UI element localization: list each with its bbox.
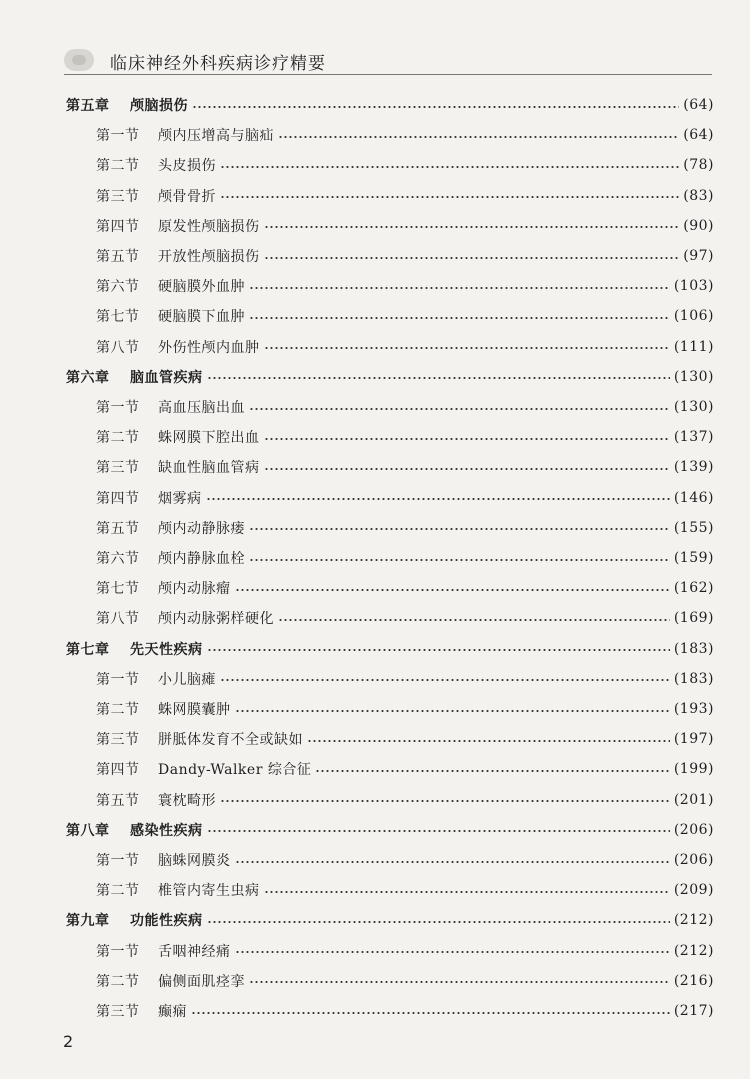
toc-leader-dots xyxy=(220,195,679,199)
toc-leader-dots xyxy=(235,588,670,592)
toc-entry-number: 第六节 xyxy=(96,551,140,567)
toc-entry-title: 蛛网膜囊肿 xyxy=(158,702,231,718)
toc-entry-number: 第四节 xyxy=(96,762,140,779)
toc-entry-title: 烟雾病 xyxy=(158,490,202,507)
toc-entry-number: 第一节 xyxy=(96,671,140,688)
toc-leader-dots xyxy=(264,346,670,350)
toc-entry-title: 胼胝体发育不全或缺如 xyxy=(158,732,303,749)
header-badge-icon xyxy=(64,49,94,71)
toc-section-entry[interactable] xyxy=(0,754,750,784)
toc-entry-number: 第一节 xyxy=(96,853,140,869)
toc-entry-title: 癫痫 xyxy=(158,1004,187,1020)
toc-entry-number: 第六章 xyxy=(66,369,110,386)
toc-section-entry[interactable] xyxy=(0,452,750,482)
toc-entry-number: 第四节 xyxy=(96,490,140,507)
toc-entry-page: (90) xyxy=(683,217,714,234)
toc-entry-number: 第三节 xyxy=(96,1004,140,1020)
toc-leader-dots xyxy=(249,558,670,562)
toc-section-entry[interactable] xyxy=(0,664,750,694)
toc-entry-page: (206) xyxy=(673,852,714,868)
toc-section-entry[interactable] xyxy=(0,603,750,633)
toc-section-entry[interactable] xyxy=(0,301,750,331)
toc-entry-title: 高血压脑出血 xyxy=(158,400,245,416)
toc-entry-number: 第一节 xyxy=(96,400,140,416)
toc-entry-title: 颅内动静脉瘘 xyxy=(158,520,245,537)
toc-entry-title: 功能性疾病 xyxy=(130,913,203,930)
toc-entry-title: 寰枕畸形 xyxy=(158,792,216,809)
toc-entry-title: 外伤性颅内血肿 xyxy=(158,339,260,356)
toc-section-entry[interactable] xyxy=(0,724,750,754)
toc-entry-number: 第二节 xyxy=(96,702,140,718)
toc-entry-page: (159) xyxy=(673,550,714,566)
toc-section-entry[interactable] xyxy=(0,573,750,603)
toc-leader-dots xyxy=(249,286,670,290)
toc-entry-page: (212) xyxy=(673,912,714,929)
toc-entry-title: 颅脑损伤 xyxy=(130,98,188,114)
toc-entry-number: 第一节 xyxy=(96,128,140,145)
toc-entry-page: (169) xyxy=(673,610,714,627)
toc-entry-number: 第八章 xyxy=(66,822,110,839)
toc-leader-dots xyxy=(220,799,670,803)
toc-chapter-entry[interactable] xyxy=(0,90,750,120)
toc-entry-number: 第八节 xyxy=(96,339,140,356)
toc-section-entry[interactable] xyxy=(0,785,750,815)
toc-leader-dots xyxy=(264,437,670,441)
toc-leader-dots xyxy=(264,890,670,894)
toc-section-entry[interactable] xyxy=(0,422,750,452)
toc-entry-number: 第二节 xyxy=(96,430,140,447)
toc-section-entry[interactable] xyxy=(0,483,750,513)
toc-chapter-entry[interactable] xyxy=(0,815,750,845)
toc-leader-dots xyxy=(307,739,670,743)
toc-entry-number: 第三节 xyxy=(96,460,140,477)
toc-entry-number: 第六节 xyxy=(96,279,140,296)
toc-entry-page: (193) xyxy=(673,701,714,717)
toc-entry-title: 原发性颅脑损伤 xyxy=(158,218,260,235)
toc-leader-dots xyxy=(235,709,670,713)
toc-chapter-entry[interactable] xyxy=(0,905,750,935)
toc-section-entry[interactable] xyxy=(0,543,750,573)
toc-entry-title: 硬脑膜下血肿 xyxy=(158,309,245,326)
toc-section-entry[interactable] xyxy=(0,392,750,422)
toc-entry-title: 脑血管疾病 xyxy=(130,369,203,386)
toc-leader-dots xyxy=(192,105,679,109)
toc-entry-title: 脑蛛网膜炎 xyxy=(158,853,231,869)
toc-entry-number: 第八节 xyxy=(96,611,140,628)
toc-entry-title: 先天性疾病 xyxy=(130,641,203,658)
toc-entry-number: 第一节 xyxy=(96,943,140,960)
toc-entry-page: (130) xyxy=(673,368,714,385)
toc-section-entry[interactable] xyxy=(0,694,750,724)
toc-entry-number: 第二节 xyxy=(96,973,140,990)
toc-entry-number: 第五节 xyxy=(96,520,140,537)
toc-chapter-entry[interactable] xyxy=(0,634,750,664)
toc-entry-number: 第七节 xyxy=(96,309,140,326)
toc-entry-title: 颅内静脉血栓 xyxy=(158,551,245,567)
toc-section-entry[interactable] xyxy=(0,181,750,211)
toc-entry-number: 第四节 xyxy=(96,218,140,235)
toc-entry-title: 小儿脑瘫 xyxy=(158,671,216,688)
toc-entry-page: (64) xyxy=(683,127,714,144)
toc-entry-page: (206) xyxy=(673,821,714,838)
toc-entry-number: 第五节 xyxy=(96,249,140,265)
toc-section-entry[interactable] xyxy=(0,120,750,150)
toc-entry-page: (199) xyxy=(673,761,714,778)
toc-entry-page: (212) xyxy=(673,942,714,959)
toc-entry-number: 第二节 xyxy=(96,883,140,900)
toc-leader-dots xyxy=(249,980,670,984)
toc-entry-page: (197) xyxy=(673,731,714,748)
toc-entry-page: (139) xyxy=(673,459,714,476)
page-number: 2 xyxy=(63,1032,74,1051)
toc-entry-page: (217) xyxy=(673,1003,714,1019)
toc-leader-dots xyxy=(207,648,670,652)
toc-section-entry[interactable] xyxy=(0,271,750,301)
toc-entry-page: (64) xyxy=(683,97,714,113)
toc-entry-page: (106) xyxy=(673,308,714,325)
toc-entry-page: (111) xyxy=(673,338,714,355)
toc-leader-dots xyxy=(220,165,679,169)
toc-entry-title: 颅内动脉瘤 xyxy=(158,581,231,598)
toc-section-entry[interactable] xyxy=(0,513,750,543)
toc-entry-page: (83) xyxy=(683,187,714,204)
toc-entry-page: (97) xyxy=(683,248,714,264)
toc-entry-title: 颅内动脉粥样硬化 xyxy=(158,611,274,628)
toc-chapter-entry[interactable] xyxy=(0,362,750,392)
toc-leader-dots xyxy=(207,829,670,833)
toc-entry-page: (162) xyxy=(673,580,714,597)
toc-leader-dots xyxy=(264,467,670,471)
toc-entry-page: (183) xyxy=(673,670,714,687)
toc-section-entry[interactable] xyxy=(0,332,750,362)
toc-entry-title: 缺血性脑血管病 xyxy=(158,460,260,477)
toc-section-entry[interactable] xyxy=(0,211,750,241)
toc-entry-page: (201) xyxy=(673,791,714,808)
toc-leader-dots xyxy=(207,376,670,380)
toc-entry-title: 蛛网膜下腔出血 xyxy=(158,430,260,447)
toc-leader-dots xyxy=(220,678,670,682)
toc-entry-title: 颅骨骨折 xyxy=(158,188,216,205)
toc-entry-title: 舌咽神经痛 xyxy=(158,943,231,960)
toc-section-entry[interactable] xyxy=(0,150,750,180)
toc-entry-page: (137) xyxy=(673,429,714,446)
toc-entry-title: 硬脑膜外血肿 xyxy=(158,279,245,296)
toc-leader-dots xyxy=(249,316,670,320)
header-divider xyxy=(64,74,712,75)
toc-entry-page: (78) xyxy=(683,157,714,174)
toc-leader-dots xyxy=(264,256,680,260)
toc-entry-number: 第七节 xyxy=(96,581,140,598)
toc-leader-dots xyxy=(206,497,670,501)
toc-entry-page: (209) xyxy=(673,882,714,899)
toc-section-entry[interactable] xyxy=(0,241,750,271)
toc-entry-number: 第二节 xyxy=(96,158,140,175)
toc-section-entry[interactable] xyxy=(0,966,750,996)
toc-leader-dots xyxy=(207,920,670,924)
toc-entry-number: 第三节 xyxy=(96,732,140,749)
toc-entry-page: (216) xyxy=(673,972,714,989)
toc-entry-number: 第七章 xyxy=(66,641,110,658)
toc-entry-title: 椎管内寄生虫病 xyxy=(158,883,260,900)
toc-entry-number: 第五节 xyxy=(96,792,140,809)
toc-entry-number: 第九章 xyxy=(66,913,110,930)
toc-leader-dots xyxy=(278,135,679,139)
toc-section-entry[interactable] xyxy=(0,936,750,966)
toc-entry-number: 第三节 xyxy=(96,188,140,205)
toc-leader-dots xyxy=(249,527,670,531)
toc-entry-title: 偏侧面肌痉挛 xyxy=(158,973,245,990)
toc-leader-dots xyxy=(191,1011,670,1015)
toc-section-entry[interactable] xyxy=(0,875,750,905)
toc-section-entry[interactable] xyxy=(0,996,750,1026)
toc-section-entry[interactable] xyxy=(0,845,750,875)
toc-leader-dots xyxy=(264,225,680,229)
toc-leader-dots xyxy=(235,860,670,864)
toc-entry-page: (146) xyxy=(673,489,714,506)
toc-leader-dots xyxy=(249,407,670,411)
toc-leader-dots xyxy=(235,950,670,954)
toc-entry-title: 感染性疾病 xyxy=(130,822,203,839)
toc-entry-page: (130) xyxy=(673,399,714,415)
toc-entry-title: Dandy-Walker 综合征 xyxy=(158,762,312,779)
toc-entry-title: 颅内压增高与脑疝 xyxy=(158,128,274,145)
toc-entry-page: (103) xyxy=(673,278,714,295)
toc-leader-dots xyxy=(315,769,670,773)
toc-entry-title: 头皮损伤 xyxy=(158,158,216,175)
running-header xyxy=(0,0,750,78)
toc-entry-number: 第五章 xyxy=(66,98,110,114)
toc-entry-page: (183) xyxy=(673,640,714,657)
book-title: 临床神经外科疾病诊疗精要 xyxy=(110,54,326,74)
toc-leader-dots xyxy=(278,618,670,622)
toc-entry-page: (155) xyxy=(673,519,714,536)
toc-entry-title: 开放性颅脑损伤 xyxy=(158,249,260,265)
